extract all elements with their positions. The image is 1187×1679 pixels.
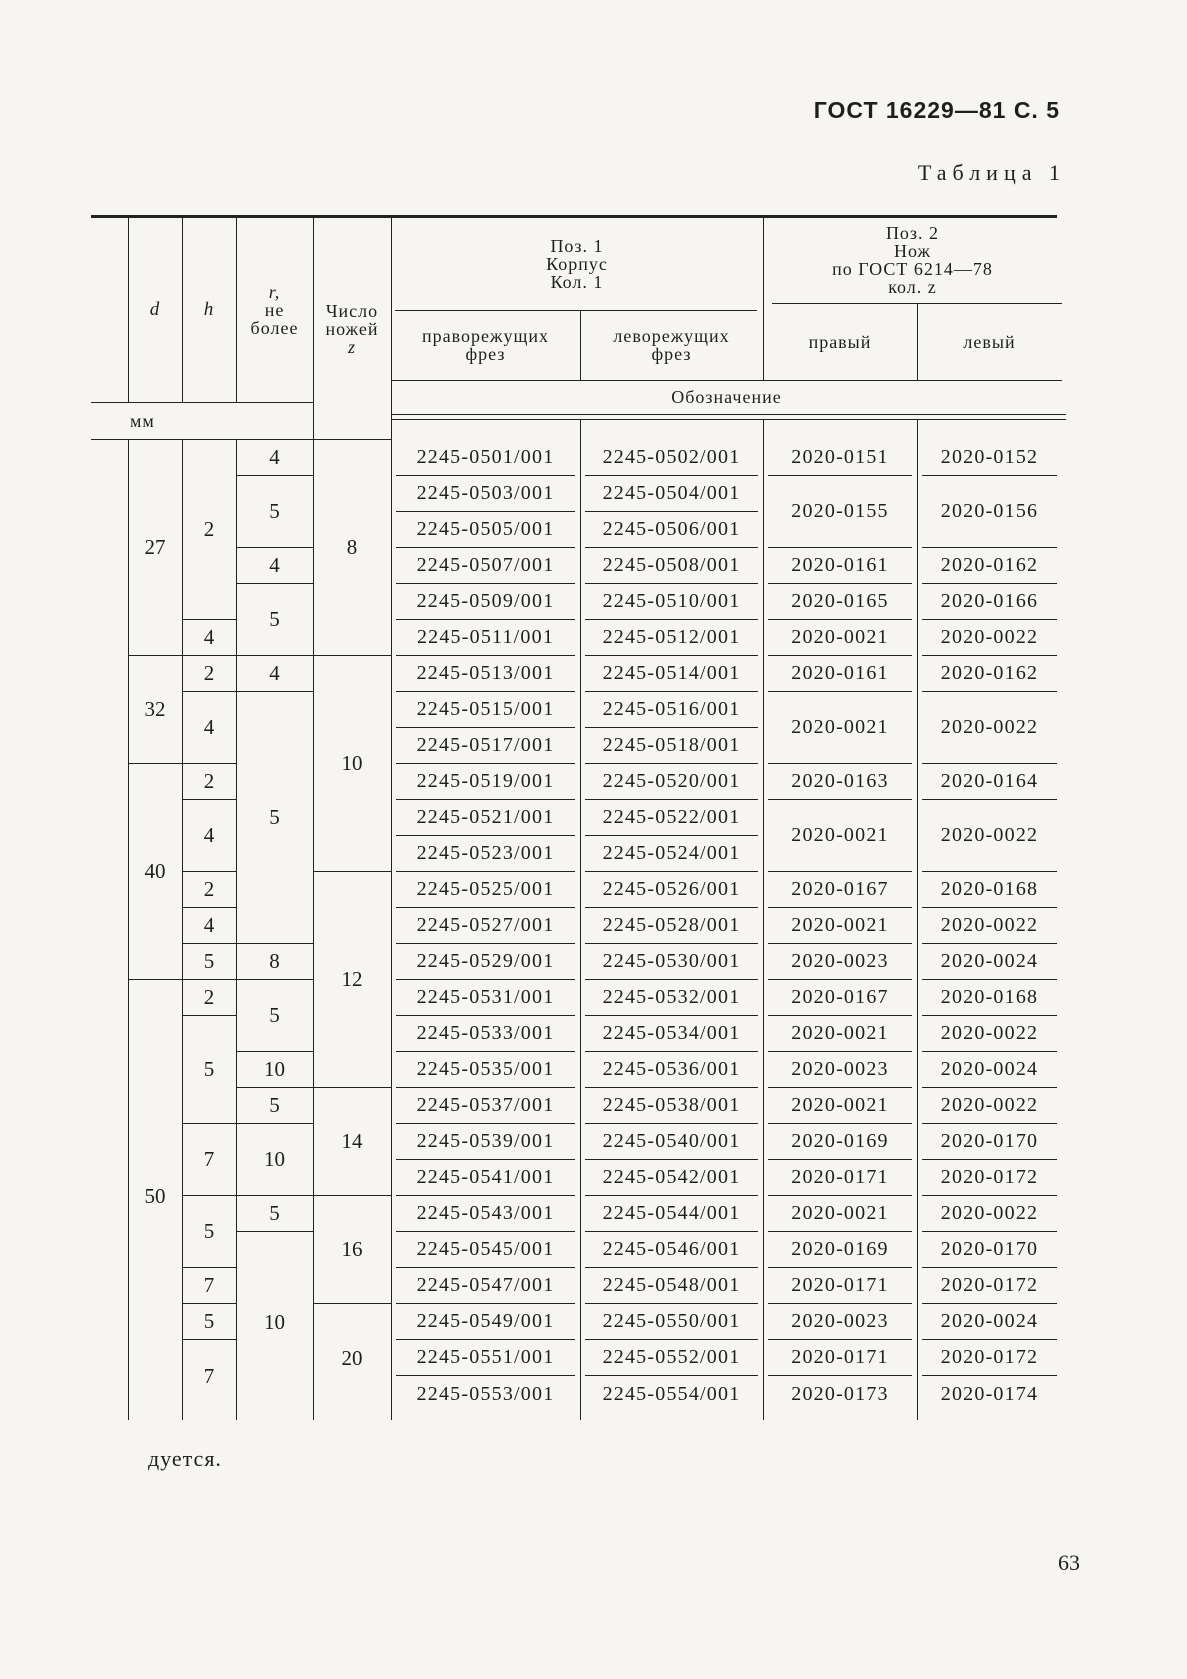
d-value-cell: 50	[144, 1183, 166, 1208]
knife-left-designation: 2020-0168	[922, 872, 1057, 908]
housing-right-designation: 2245-0549/001	[396, 1304, 575, 1340]
header-pos2-left	[917, 303, 1062, 380]
r-value-cell: 5	[236, 1196, 313, 1232]
housing-right-designation: 2245-0525/001	[396, 872, 575, 908]
r-value-cell: 5	[236, 1088, 313, 1124]
knife-left-designation: 2020-0022	[922, 800, 1057, 872]
knife-left-designation: 2020-0170	[922, 1124, 1057, 1160]
knife-left-designation: 2020-0168	[922, 980, 1057, 1016]
knife-right-designation: 2020-0023	[768, 1304, 912, 1340]
housing-left-designation: 2245-0544/001	[585, 1196, 758, 1232]
header-r-line: не	[264, 299, 285, 320]
header-d-label: d	[149, 298, 161, 320]
header-pos2-left-label: левый	[963, 331, 1016, 352]
header-pos2-right-label: правый	[808, 331, 872, 352]
knife-left-designation: 2020-0174	[940, 1382, 1039, 1405]
housing-right-designation: 2245-0553/001	[416, 1382, 555, 1405]
housing-right-designation: 2245-0509/001	[396, 584, 575, 620]
column-knife-right	[763, 440, 917, 1412]
housing-left-designation: 2245-0534/001	[585, 1016, 758, 1052]
knife-left-designation: 2020-0024	[922, 1304, 1057, 1340]
header-knife-count	[313, 217, 391, 440]
housing-left-designation: 2245-0538/001	[585, 1088, 758, 1124]
knife-right-designation: 2020-0171	[768, 1268, 912, 1304]
header-designation	[391, 380, 1062, 414]
header-r-line: более	[250, 317, 299, 338]
knife-right-designation: 2020-0021	[768, 1196, 912, 1232]
h-value-cell: 7	[182, 1124, 236, 1196]
h-value-cell: 2	[182, 872, 236, 908]
knife-count-cell: 8	[313, 440, 391, 656]
housing-left-designation: 2245-0542/001	[585, 1160, 758, 1196]
knife-right-designation: 2020-0167	[768, 980, 912, 1016]
knife-count-cell: 14	[313, 1088, 391, 1196]
housing-left-designation: 2245-0554/001	[602, 1382, 741, 1405]
knife-left-designation: 2020-0024	[922, 1052, 1057, 1088]
knife-left-designation: 2020-0162	[922, 656, 1057, 692]
housing-right-designation: 2245-0501/001	[396, 440, 575, 476]
housing-right-designation: 2245-0529/001	[396, 944, 575, 980]
housing-left-designation: 2245-0514/001	[585, 656, 758, 692]
housing-left-designation: 2245-0522/001	[585, 800, 758, 836]
housing-right-designation: 2245-0547/001	[396, 1268, 575, 1304]
r-value-cell: 10	[236, 1052, 313, 1088]
knife-right-designation: 2020-0021	[768, 800, 912, 872]
column-knife-left	[917, 440, 1062, 1412]
knife-left-designation: 2020-0152	[922, 440, 1057, 476]
housing-left-designation: 2245-0516/001	[585, 692, 758, 728]
housing-left-designation: 2245-0530/001	[585, 944, 758, 980]
knife-right-designation: 2020-0171	[768, 1340, 912, 1376]
header-pos1-right	[391, 310, 580, 380]
h-value-cell: 7	[182, 1268, 236, 1304]
housing-right-designation: 2245-0519/001	[396, 764, 575, 800]
housing-right-designation: 2245-0531/001	[396, 980, 575, 1016]
housing-left-designation: 2245-0508/001	[585, 548, 758, 584]
housing-left-designation: 2245-0520/001	[585, 764, 758, 800]
r-value-cell: 10	[236, 1124, 313, 1196]
table-rule	[91, 402, 313, 403]
knife-left-designation: 2020-0022	[922, 1196, 1057, 1232]
housing-right-designation: 2245-0537/001	[396, 1088, 575, 1124]
housing-right-designation: 2245-0503/001	[396, 476, 575, 512]
table-title: Таблица 1	[917, 160, 1066, 185]
r-value-cell: 10	[264, 1309, 285, 1334]
knife-left-designation: 2020-0156	[922, 476, 1057, 548]
page-number: 63	[1058, 1550, 1080, 1575]
knife-count-cell: 12	[313, 872, 391, 1088]
housing-left-designation: 2245-0504/001	[585, 476, 758, 512]
knife-left-designation: 2020-0166	[922, 584, 1057, 620]
r-value-cell: 5	[236, 584, 313, 656]
column-housing-right	[391, 440, 580, 1412]
knife-left-designation: 2020-0022	[922, 1088, 1057, 1124]
h-value-cell: 5	[182, 1016, 236, 1124]
knife-right-designation: 2020-0021	[768, 908, 912, 944]
housing-left-designation: 2245-0546/001	[585, 1232, 758, 1268]
header-pos2-line: кол. z	[888, 277, 937, 297]
header-unit	[130, 402, 170, 439]
housing-right-designation: 2245-0515/001	[396, 692, 575, 728]
h-value-cell: 5	[182, 1304, 236, 1340]
header-pos1-line: Поз. 1	[550, 235, 604, 256]
knife-right-designation: 2020-0021	[768, 1016, 912, 1052]
knife-right-designation: 2020-0171	[768, 1160, 912, 1196]
knife-right-designation: 2020-0021	[768, 1088, 912, 1124]
header-r-symbol: r,	[268, 281, 281, 302]
header-d	[128, 217, 182, 402]
header-pos1-left	[580, 310, 763, 380]
housing-right-designation: 2245-0523/001	[396, 836, 575, 872]
housing-right-designation: 2245-0533/001	[396, 1016, 575, 1052]
housing-left-designation: 2245-0536/001	[585, 1052, 758, 1088]
r-value-cell: 5	[236, 476, 313, 548]
knife-left-designation: 2020-0170	[922, 1232, 1057, 1268]
h-value-cell: 2	[182, 764, 236, 800]
knife-count-cell: 16	[313, 1196, 391, 1304]
knife-right-designation: 2020-0161	[768, 548, 912, 584]
housing-right-designation: 2245-0527/001	[396, 908, 575, 944]
header-unit-label: мм	[130, 410, 155, 431]
housing-right-designation: 2245-0513/001	[396, 656, 575, 692]
housing-right-designation: 2245-0543/001	[396, 1196, 575, 1232]
knife-right-designation: 2020-0161	[768, 656, 912, 692]
header-pos1-line: Кол. 1	[550, 271, 604, 292]
knife-right-designation: 2020-0023	[768, 944, 912, 980]
housing-left-designation: 2245-0518/001	[585, 728, 758, 764]
knife-left-designation: 2020-0022	[922, 908, 1057, 944]
housing-right-designation: 2245-0551/001	[396, 1340, 575, 1376]
knife-count-cell: 10	[313, 656, 391, 872]
r-value-cell: 5	[236, 692, 313, 944]
knife-right-designation: 2020-0021	[768, 620, 912, 656]
knife-right-designation: 2020-0173	[791, 1382, 889, 1405]
housing-left-designation: 2245-0506/001	[585, 512, 758, 548]
d-value-cell: 40	[128, 764, 182, 980]
knife-left-designation: 2020-0172	[922, 1160, 1057, 1196]
header-knife-count-symbol: z	[347, 336, 356, 357]
header-pos1-left-line: леворежущих	[613, 326, 730, 346]
header-pos2-line: по ГОСТ 6214—78	[832, 259, 993, 279]
housing-right-designation: 2245-0539/001	[396, 1124, 575, 1160]
knife-left-designation: 2020-0022	[922, 692, 1057, 764]
h-value-cell: 4	[182, 620, 236, 656]
housing-left-designation: 2245-0510/001	[585, 584, 758, 620]
housing-right-designation: 2245-0507/001	[396, 548, 575, 584]
h-value-cell: 2	[182, 656, 236, 692]
h-value-cell: 4	[182, 800, 236, 872]
r-value-cell: 4	[236, 440, 313, 476]
h-value-cell: 5	[182, 944, 236, 980]
knife-right-designation: 2020-0169	[768, 1124, 912, 1160]
housing-left-designation: 2245-0548/001	[585, 1268, 758, 1304]
r-value-cell: 4	[236, 548, 313, 584]
knife-right-designation: 2020-0167	[768, 872, 912, 908]
knife-right-designation: 2020-0021	[768, 692, 912, 764]
h-value-cell: 2	[182, 440, 236, 620]
header-knife-count-line: Число	[325, 300, 379, 321]
housing-right-designation: 2245-0521/001	[396, 800, 575, 836]
knife-right-designation: 2020-0023	[768, 1052, 912, 1088]
header-pos2-right	[763, 303, 917, 380]
r-value-cell: 4	[236, 656, 313, 692]
header-designation-label: Обозначение	[671, 387, 782, 407]
header-pos2-line: Нож	[894, 241, 931, 261]
housing-left-designation: 2245-0540/001	[585, 1124, 758, 1160]
knife-left-designation: 2020-0162	[922, 548, 1057, 584]
header-pos1-right-line: праворежущих	[422, 326, 549, 346]
h-value-cell: 4	[182, 908, 236, 944]
h-value-cell: 7	[203, 1363, 215, 1388]
knife-left-designation: 2020-0024	[922, 944, 1057, 980]
header-pos1	[391, 217, 763, 310]
knife-left-designation: 2020-0172	[922, 1268, 1057, 1304]
housing-right-designation: 2245-0541/001	[396, 1160, 575, 1196]
table-rule	[391, 414, 1066, 415]
d-value-cell: 32	[128, 656, 182, 764]
d-value-cell: 27	[128, 440, 182, 656]
header-h	[182, 217, 236, 402]
housing-left-designation: 2245-0524/001	[585, 836, 758, 872]
standard-code: ГОСТ 16229—81 С. 5	[813, 97, 1060, 123]
knife-left-designation: 2020-0164	[922, 764, 1057, 800]
header-r	[236, 217, 313, 402]
header-pos2	[763, 217, 1062, 303]
knife-right-designation: 2020-0165	[768, 584, 912, 620]
knife-left-designation: 2020-0022	[922, 620, 1057, 656]
r-value-cell: 5	[236, 980, 313, 1052]
header-pos2-line: Поз. 2	[885, 223, 940, 243]
housing-right-designation: 2245-0505/001	[396, 512, 575, 548]
housing-left-designation: 2245-0502/001	[585, 440, 758, 476]
table-rule	[391, 419, 1066, 420]
column-d	[128, 440, 182, 1412]
h-value-cell: 4	[182, 692, 236, 764]
h-value-cell: 2	[182, 980, 236, 1016]
knife-right-designation: 2020-0169	[768, 1232, 912, 1268]
housing-right-designation: 2245-0511/001	[396, 620, 575, 656]
header-pos1-left-line: фрез	[651, 344, 692, 364]
knife-right-designation: 2020-0163	[768, 764, 912, 800]
housing-right-designation: 2245-0545/001	[396, 1232, 575, 1268]
column-r	[236, 440, 313, 1412]
h-value-cell: 5	[182, 1196, 236, 1268]
knife-left-designation: 2020-0172	[922, 1340, 1057, 1376]
knife-right-designation: 2020-0151	[768, 440, 912, 476]
housing-right-designation: 2245-0517/001	[396, 728, 575, 764]
r-value-cell: 8	[236, 944, 313, 980]
housing-left-designation: 2245-0550/001	[585, 1304, 758, 1340]
housing-left-designation: 2245-0512/001	[585, 620, 758, 656]
knife-left-designation: 2020-0022	[922, 1016, 1057, 1052]
header-pos1-line: Корпус	[546, 253, 608, 274]
knife-count-cell: 20	[341, 1345, 363, 1370]
housing-left-designation: 2245-0532/001	[585, 980, 758, 1016]
header-knife-count-line: ножей	[325, 318, 379, 339]
knife-right-designation: 2020-0155	[768, 476, 912, 548]
header-pos1-right-line: фрез	[465, 344, 506, 364]
column-knife-count	[313, 440, 391, 1412]
column-housing-left	[580, 440, 763, 1412]
housing-left-designation: 2245-0526/001	[585, 872, 758, 908]
housing-right-designation: 2245-0535/001	[396, 1052, 575, 1088]
continuation-text: дуется.	[148, 1446, 222, 1471]
header-h-label: h	[203, 298, 215, 320]
housing-left-designation: 2245-0528/001	[585, 908, 758, 944]
housing-left-designation: 2245-0552/001	[585, 1340, 758, 1376]
column-h	[182, 440, 236, 1412]
